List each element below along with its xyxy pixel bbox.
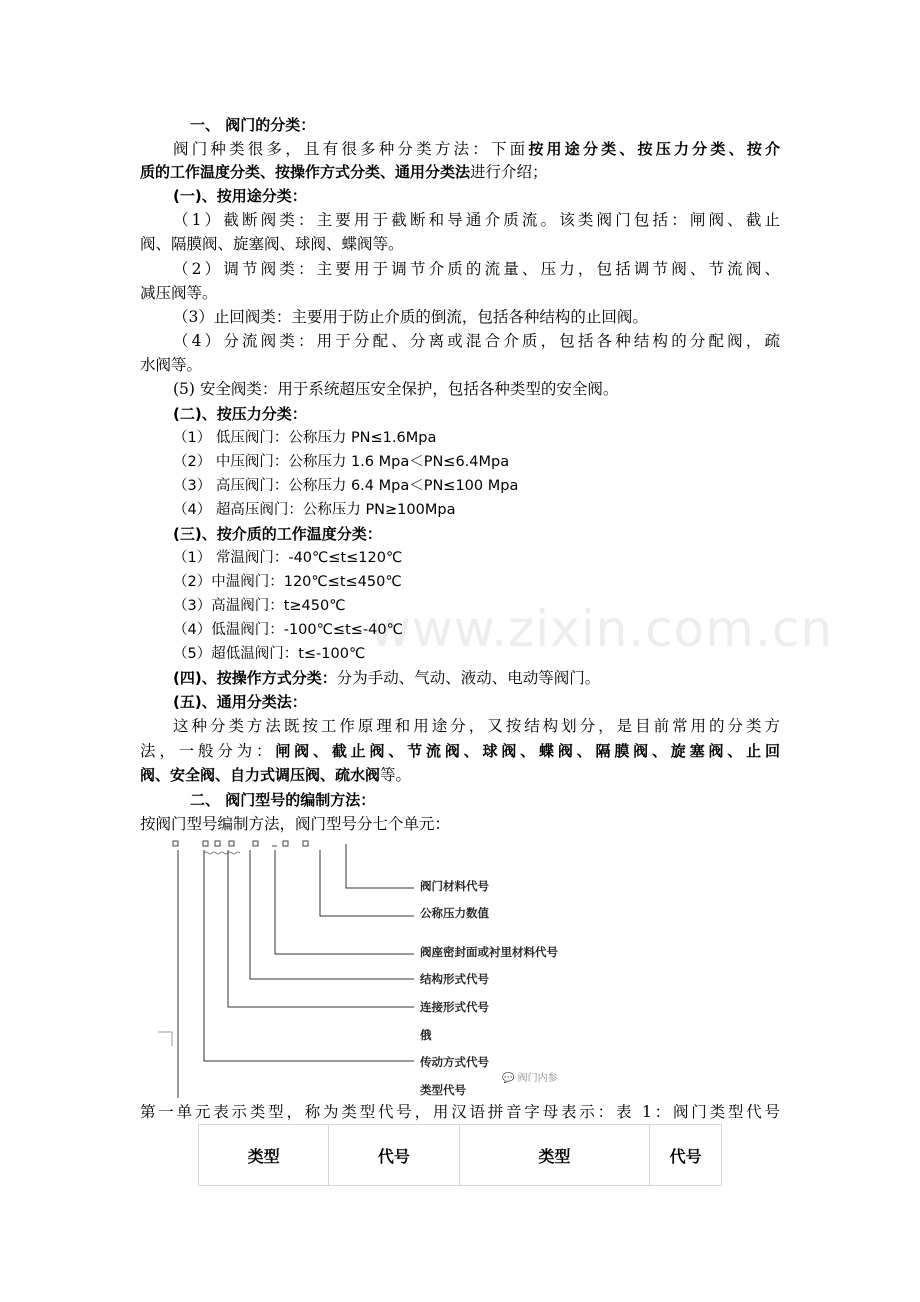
by-use-item-1-line-2: 阀、隔膜阀、旋塞阀、球阀、蝶阀等。 bbox=[140, 235, 404, 253]
by-use-heading: (一)、按用途分类： bbox=[173, 187, 307, 205]
valve-model-diagram bbox=[150, 836, 590, 1100]
table-caption: 第一单元表示类型，称为类型代号，用汉语拼音字母表示：表 1：阀门类型代号 bbox=[140, 1103, 780, 1121]
by-operation-line: (四)、按操作方式分类：分为手动、气动、液动、电动等阀门。 bbox=[173, 669, 601, 687]
pressure-item-1: （1） 低压阀门：公称压力 PN≤1.6Mpa bbox=[173, 430, 437, 446]
watermark: www.zixin.com.cn bbox=[370, 600, 834, 658]
temperature-item-5: （5）超低温阀门：t≤-100℃ bbox=[173, 646, 366, 662]
source-watermark: 💬 阀门内参 bbox=[502, 1073, 558, 1084]
general-heading: (五)、通用分类法： bbox=[173, 693, 307, 711]
temperature-item-3: （3）高温阀门：t≥450℃ bbox=[173, 598, 346, 614]
by-use-item-1-line-1: （1）截断阀类：主要用于截断和导通介质流。该类阀门包括：闸阀、截止 bbox=[173, 211, 780, 229]
by-temperature-heading: (三)、按介质的工作温度分类： bbox=[173, 525, 382, 543]
label-drive-code: 传动方式代号 bbox=[420, 1055, 489, 1069]
temperature-item-1: （1） 常温阀门：-40℃≤t≤120℃ bbox=[173, 550, 403, 566]
by-pressure-heading: (二)、按压力分类： bbox=[173, 405, 307, 423]
table-header-type-2: 类型 bbox=[459, 1125, 650, 1186]
table-header-row bbox=[199, 1125, 722, 1186]
by-use-item-5: (5) 安全阀类：用于系统超压安全保护，包括各种类型的安全阀。 bbox=[173, 380, 619, 398]
by-use-item-2-line-1: （2）调节阀类：主要用于调节介质的流量、压力，包括调节阀、节流阀、 bbox=[173, 260, 780, 278]
valve-model-diagram-lines bbox=[150, 836, 590, 1100]
table-header-code-2: 代号 bbox=[650, 1125, 722, 1186]
label-structure-code: 结构形式代号 bbox=[420, 972, 489, 986]
general-line-2: 法，一般分为：闸阀、截止阀、节流阀、球阀、蝶阀、隔膜阀、旋塞阀、止回 bbox=[140, 742, 780, 760]
valve-type-code-table bbox=[198, 1124, 722, 1186]
pressure-item-3: （3） 高压阀门：公称压力 6.4 Mpa＜PN≤100 Mpa bbox=[173, 478, 519, 494]
pressure-item-2: （2） 中压阀门：公称压力 1.6 Mpa＜PN≤6.4Mpa bbox=[173, 454, 510, 470]
label-nominal-pressure: 公称压力数值 bbox=[420, 906, 489, 920]
by-use-item-4-line-2: 水阀等。 bbox=[140, 356, 203, 374]
general-line-3: 阀、安全阀、自力式调压阀、疏水阀等。 bbox=[140, 766, 412, 784]
temperature-item-2: （2）中温阀门：120℃≤t≤450℃ bbox=[173, 574, 402, 590]
section2-heading: 二、 阀门型号的编制方法： bbox=[190, 791, 376, 809]
section1-heading: 一、 阀门的分类： bbox=[190, 116, 316, 134]
table-header-code-1: 代号 bbox=[329, 1125, 459, 1186]
label-connection-code: 连接形式代号 bbox=[420, 1000, 489, 1014]
section2-intro: 按阀门型号编制方法，阀门型号分七个单元： bbox=[140, 815, 451, 833]
label-type-code: 类型代号 bbox=[420, 1083, 466, 1097]
by-use-item-4-line-1: （4）分流阀类：用于分配、分离或混合介质，包括各种结构的分配阀，疏 bbox=[173, 332, 780, 350]
by-use-item-3: （3）止回阀类：主要用于防止介质的倒流，包括各种结构的止回阀。 bbox=[173, 308, 648, 326]
table-header-type-1: 类型 bbox=[199, 1125, 329, 1186]
label-stray-char: 俄 bbox=[420, 1028, 432, 1042]
intro-line-2: 质的工作温度分类、按操作方式分类、通用分类法进行介绍； bbox=[140, 163, 548, 181]
by-use-item-2-line-2: 减压阀等。 bbox=[140, 284, 218, 302]
general-line-1: 这种分类方法既按工作原理和用途分，又按结构划分，是目前常用的分类方 bbox=[173, 717, 780, 735]
pressure-item-4: （4） 超高压阀门：公称压力 PN≥100Mpa bbox=[173, 502, 456, 518]
chat-bubble-icon: 💬 bbox=[502, 1073, 515, 1084]
intro-line-1: 阀门种类很多，且有很多种分类方法：下面按用途分类、按压力分类、按介 bbox=[173, 140, 780, 158]
label-seat-material-code: 阀座密封面或衬里材料代号 bbox=[420, 945, 558, 959]
temperature-item-4: （4）低温阀门：-100℃≤t≤-40℃ bbox=[173, 622, 403, 638]
label-material-code: 阀门材料代号 bbox=[420, 879, 489, 893]
